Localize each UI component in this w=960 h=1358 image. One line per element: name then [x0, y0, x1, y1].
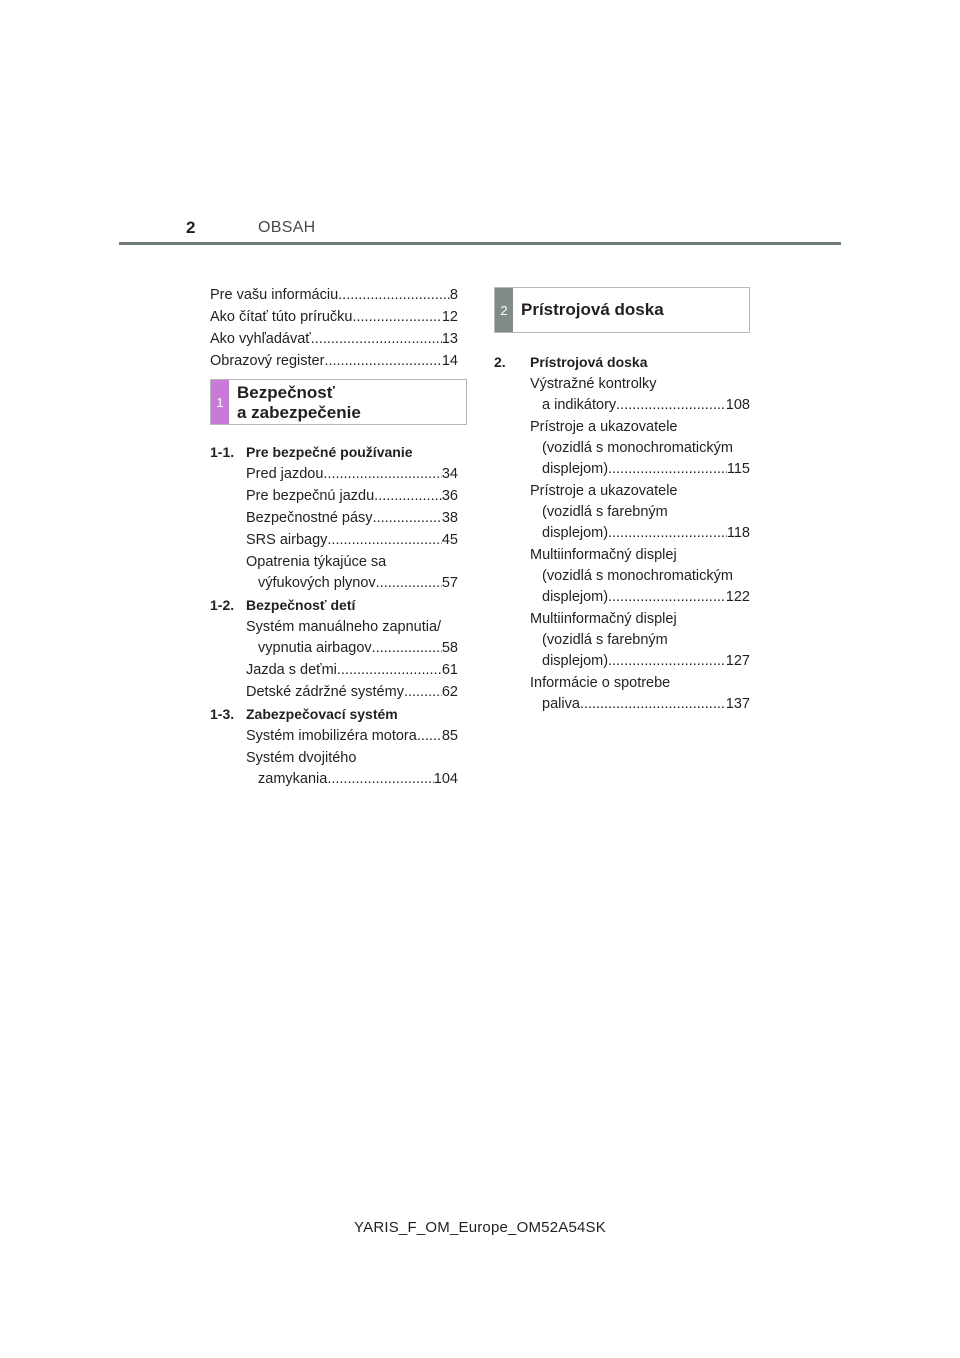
toc-page-number: 57: [441, 575, 458, 591]
toc-entry-line: [530, 395, 750, 416]
header-title: OBSAH: [258, 219, 316, 236]
chapter-title: Prístrojová doska: [530, 354, 648, 370]
toc-entry-text: Výstražné kontrolky: [530, 376, 657, 392]
toc-entry-line: [246, 726, 458, 747]
toc-page-number: 118: [726, 525, 750, 541]
toc-page-number: 127: [725, 653, 750, 669]
toc-page-number: 13: [441, 331, 458, 347]
toc-entry[interactable]: [246, 530, 458, 551]
toc-entry-text: Pre bezpečnú jazdu: [246, 488, 375, 504]
toc-entry-text: a indikátory: [542, 397, 617, 413]
chapter-heading[interactable]: [210, 704, 458, 725]
toc-entry-text: Prístroje a ukazovatele: [530, 419, 678, 435]
section-1-title: [229, 380, 369, 424]
toc-entry-text: displejom): [542, 461, 609, 477]
chapter-title: Pre bezpečné používanie: [246, 444, 413, 460]
toc-entry-text: Obrazový register: [210, 353, 325, 369]
chapter-number: 1-3.: [210, 706, 235, 722]
toc-page-number: 115: [726, 461, 750, 477]
dot-leader: [338, 285, 450, 306]
section-2-chapters: [494, 352, 750, 715]
chapter-heading[interactable]: [210, 595, 458, 616]
toc-entry-text: Pre vašu informáciu: [210, 287, 339, 303]
toc-entry-text: Ako vyhľadávať: [210, 331, 311, 347]
toc-entry-text: Detské zádržné systémy: [246, 684, 404, 700]
dot-leader: [404, 682, 442, 703]
toc-entry-line: [530, 459, 750, 480]
toc-entry[interactable]: [530, 545, 750, 608]
chapter-number: 2.: [494, 354, 506, 370]
toc-entry-line: [246, 530, 458, 551]
dot-leader: [608, 651, 726, 672]
toc-page-number: 12: [441, 309, 458, 325]
toc-page-number: 34: [441, 466, 458, 482]
toc-page-number: 122: [725, 589, 750, 605]
chapter-heading[interactable]: [210, 442, 458, 463]
toc-entry-text: displejom): [542, 653, 609, 669]
dot-leader: [352, 307, 441, 328]
toc-page-number: 62: [441, 684, 458, 700]
toc-entry-text: vypnutia airbagov: [258, 640, 372, 656]
toc-entry-text: displejom): [542, 525, 609, 541]
toc-page-number: 45: [441, 532, 458, 548]
dot-leader: [616, 395, 726, 416]
left-column: [210, 285, 458, 791]
dot-leader: [374, 486, 442, 507]
toc-entry-line: [246, 486, 458, 507]
right-column: [494, 287, 750, 716]
dot-leader: [311, 329, 442, 350]
toc-page-number: 8: [449, 287, 458, 303]
toc-entry[interactable]: [246, 748, 458, 790]
toc-entry[interactable]: [246, 682, 458, 703]
toc-entry-line: [246, 573, 458, 594]
toc-entry-text: (vozidlá s farebným: [542, 504, 668, 520]
section-1-tab: 1: [211, 380, 229, 424]
toc-entry-text: Systém manuálneho zapnutia/: [246, 619, 442, 635]
toc-entry-text: Informácie o spotrebe: [530, 675, 671, 691]
section-1-title-line2: a zabezpečenie: [237, 403, 361, 422]
toc-entry[interactable]: [246, 508, 458, 529]
toc-entry-line: [530, 587, 750, 608]
toc-entry-line: [530, 523, 750, 544]
dot-leader: [376, 573, 442, 594]
chapter-items: [210, 617, 458, 703]
toc-entry-text: SRS airbagy: [246, 532, 328, 548]
toc-page-number: 58: [441, 640, 458, 656]
toc-entry[interactable]: [246, 660, 458, 681]
toc-page-number: 108: [725, 397, 750, 413]
toc-entry-text: Bezpečnostné pásy: [246, 510, 373, 526]
toc-entry[interactable]: [246, 726, 458, 747]
toc-entry-text: Pred jazdou: [246, 466, 324, 482]
toc-entry-line: [530, 651, 750, 672]
footer-doc-id: YARIS_F_OM_Europe_OM52A54SK: [354, 1219, 606, 1236]
toc-entry-text: displejom): [542, 589, 609, 605]
chapter-number: 1-2.: [210, 597, 235, 613]
toc-entry[interactable]: [530, 673, 750, 715]
toc-entry-text: Prístroje a ukazovatele: [530, 483, 678, 499]
toc-entry[interactable]: [530, 417, 750, 480]
toc-entry-text: výfukových plynov: [258, 575, 376, 591]
toc-entry[interactable]: [246, 552, 458, 594]
chapter-items: [210, 464, 458, 594]
dot-leader: [608, 587, 726, 608]
chapter-items: [210, 726, 458, 790]
toc-entry-line: [530, 694, 750, 715]
toc-entry[interactable]: [530, 481, 750, 544]
toc-entry-line: [246, 638, 458, 659]
chapter-items: [494, 374, 750, 715]
toc-entry-text: Ako čítať túto príručku: [210, 309, 353, 325]
toc-entry-line: [246, 682, 458, 703]
toc-entry[interactable]: [246, 486, 458, 507]
toc-entry-text: paliva: [542, 696, 580, 712]
chapter-heading[interactable]: [494, 352, 750, 373]
toc-entry-line: [246, 769, 458, 790]
toc-page-number: 38: [441, 510, 458, 526]
toc-entry[interactable]: [246, 617, 458, 659]
toc-entry[interactable]: [210, 307, 458, 328]
dot-leader: [323, 464, 441, 485]
toc-page-number: 104: [433, 771, 458, 787]
dot-leader: [327, 769, 433, 790]
toc-entry-text: (vozidlá s monochromatickým: [542, 568, 733, 584]
toc-entry[interactable]: [210, 351, 458, 372]
chapter-title: Bezpečnosť detí: [246, 597, 356, 613]
dot-leader: [324, 351, 441, 372]
toc-entry[interactable]: [530, 609, 750, 672]
chapter-number: 1-1.: [210, 444, 235, 460]
toc-entry[interactable]: [210, 285, 458, 306]
toc-entry-line: [246, 464, 458, 485]
toc-entry[interactable]: [530, 374, 750, 416]
toc-page-number: 85: [441, 728, 458, 744]
intro-list: [210, 285, 458, 372]
section-2-tab: 2: [495, 288, 513, 332]
toc-page-number: 36: [441, 488, 458, 504]
toc-entry-text: (vozidlá s farebným: [542, 632, 668, 648]
toc-entry[interactable]: [246, 464, 458, 485]
chapter-title: Zabezpečovací systém: [246, 706, 398, 722]
toc-entry-line: [246, 508, 458, 529]
dot-leader: [608, 459, 727, 480]
section-1-header[interactable]: [210, 379, 467, 425]
toc-entry-text: Opatrenia týkajúce sa: [246, 554, 387, 570]
toc-entry-text: Systém dvojitého: [246, 750, 357, 766]
toc-entry-text: Multiinformačný displej: [530, 547, 677, 563]
dot-leader: [327, 530, 441, 551]
toc-entry[interactable]: [210, 329, 458, 350]
section-2-title: Prístrojová doska: [521, 300, 664, 319]
header-rule: [119, 242, 841, 245]
dot-leader: [372, 638, 442, 659]
toc-entry-text: Jazda s deťmi: [246, 662, 337, 678]
section-1-title-line1: Bezpečnosť: [237, 383, 335, 402]
dot-leader: [337, 660, 442, 681]
toc-entry-text: zamykania: [258, 771, 328, 787]
toc-page-number: 14: [441, 353, 458, 369]
toc-entry-text: Systém imobilizéra motora: [246, 728, 417, 744]
toc-page-number: 137: [725, 696, 750, 712]
dot-leader: [580, 694, 726, 715]
section-1-chapters: [210, 442, 458, 790]
section-2-header[interactable]: [494, 287, 750, 333]
page-number: 2: [186, 218, 196, 237]
toc-entry-line: [246, 660, 458, 681]
dot-leader: [608, 523, 727, 544]
toc-entry-text: (vozidlá s monochromatickým: [542, 440, 733, 456]
toc-page-number: 61: [441, 662, 458, 678]
dot-leader: [417, 726, 442, 747]
dot-leader: [373, 508, 442, 529]
toc-entry-text: Multiinformačný displej: [530, 611, 677, 627]
